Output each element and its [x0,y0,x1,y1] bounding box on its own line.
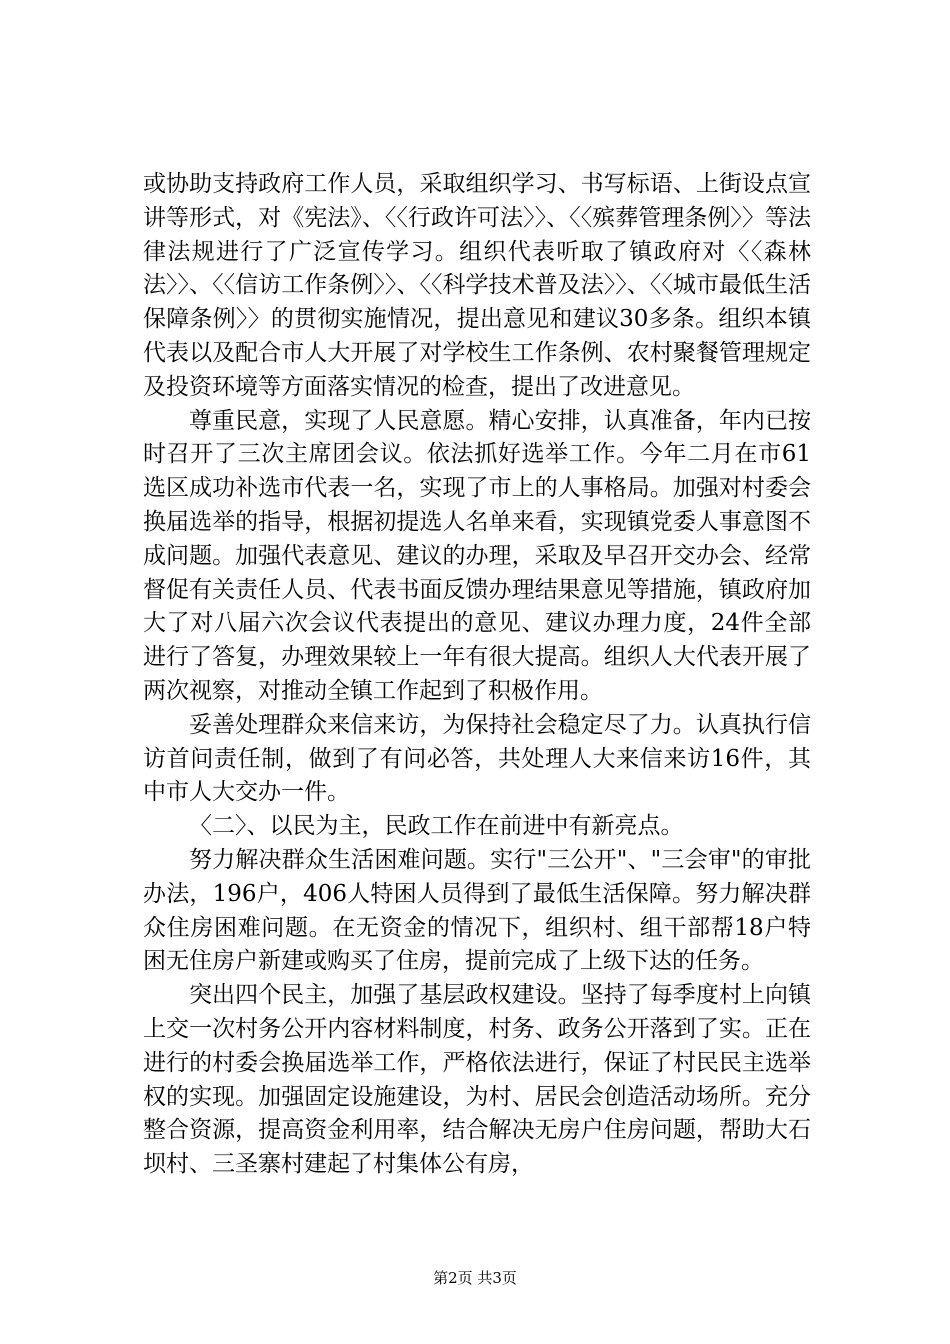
paragraph-1: 或协助支持政府工作人员，采取组织学习、书写标语、上街设点宣讲等形式，对《宪法》、〈〈行政许可法〉〉、〈〈殡葬管理条例〉〉等法律法规进行了广泛宣传学习。组织代表听取了镇政府对〈〈森林法〉〉、〈〈信访工作条例〉〉、〈〈科学技术普及法〉〉、〈〈城市最低生活保障条例〉〉的贯彻实施情况，提出意见和建议30多条。组织本镇代表以及配合市人大开展了对学校生工作条例、农村聚餐管理规定及投资环境等方面落实情况的检查，提出了改进意见。 [143,171,811,400]
paragraph-2: 尊重民意，实现了人民意愿。精心安排，认真准备，年内已按时召开了三次主席团会议。依法抓好选举工作。今年二月在市61选区成功补选市代表一名，实现了市上的人事格局。加强对村委会换届选举的指导，根据初提选人名单来看，实现镇党委人事意图不成问题。加强代表意见、建议的办理，采取及早召开交办会、经常督促有关责任人员、代表书面反馈办理结果意见等措施，镇政府加大了对八届六次会议代表提出的意见、建议办理力度，24件全部进行了答复，办理效果较上一年有很大提高。组织人大代表开展了两次视察，对推动全镇工作起到了积极作用。 [143,407,811,704]
document-body [143,168,811,1182]
page-number-footer: 第2页 共3页 [433,1269,517,1287]
paragraph-4-heading: 〈二〉、以民为主，民政工作在前进中有新亮点。 [189,813,684,840]
paragraph-5: 努力解决群众生活困难问题。实行"三公开"、"三会审"的审批办法，196户，406人特困人员得到了最低生活保障。努力解决群众住房困难问题。在无资金的情况下，组织村、组干部帮18户特困无住房户新建或购买了住房，提前完成了上级下达的任务。 [143,846,811,975]
paragraph-6: 突出四个民主，加强了基层政权建设。坚持了每季度村上向镇上交一次村务公开内容材料制度，村务、政务公开落到了实。正在进行的村委会换届选举工作，严格依法进行，保证了村民民主选举权的实现。加强固定设施建设，为村、居民会创造活动场所。充分整合资源，提高资金利用率，结合解决无房户住房问题，帮助大石坝村、三圣寨村建起了村集体公有房， [143,982,811,1178]
paragraph-3: 妥善处理群众来信来访，为保持社会稳定尽了力。认真执行信访首问责任制，做到了有问必答，共处理人大来信来访16件，其中市人大交办一件。 [143,711,811,806]
